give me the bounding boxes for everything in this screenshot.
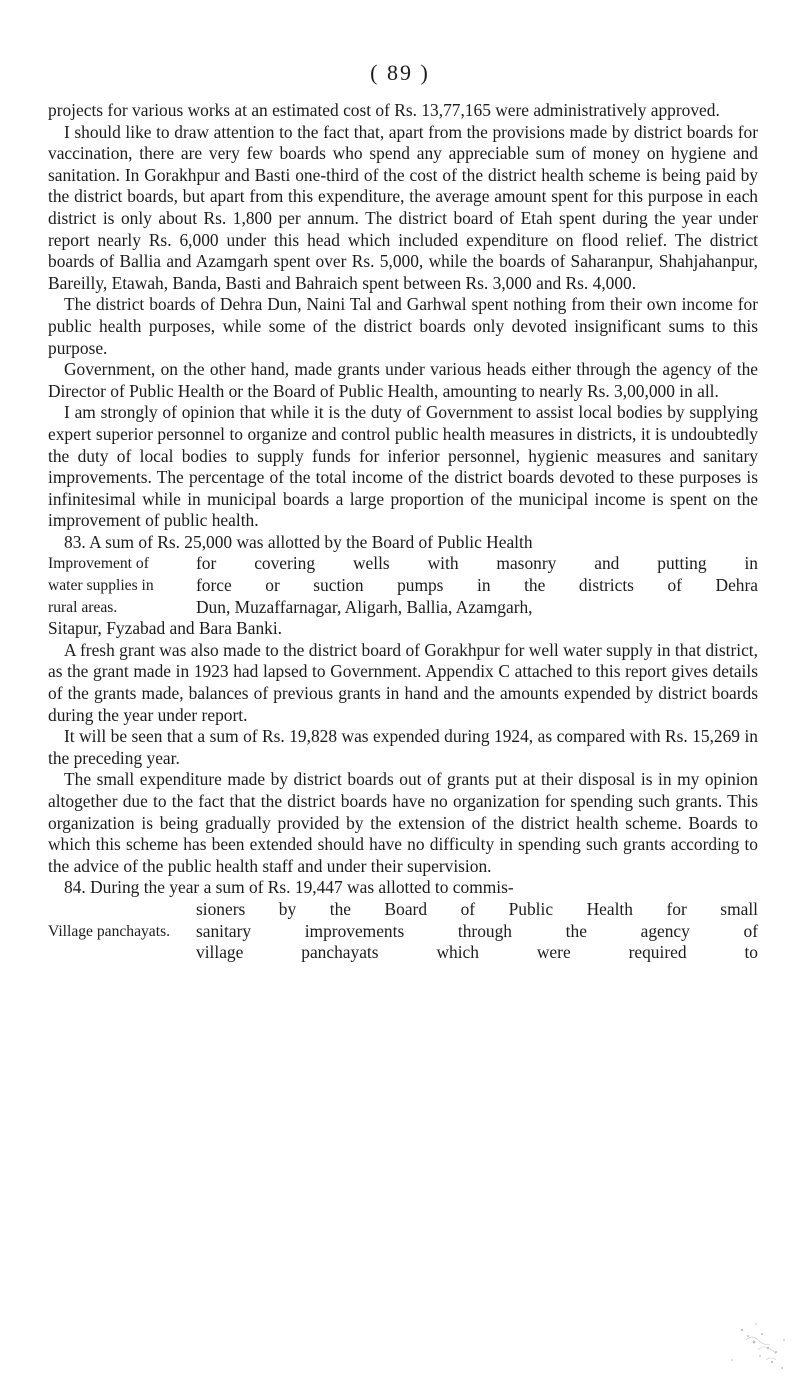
side-text-line: sioners by the Board of Public Health for small — [196, 898, 758, 919]
margin-heading-village-panchayats — [48, 899, 196, 964]
body-text — [48, 100, 758, 964]
paragraph-gorakhpur-grant: A fresh grant was also made to the district board of Gorakhpur for well water supply in that district, as the grant made in 1923 had lapsed to Government. Appendix C attached to this report gives details of the grants made, balances of previous grants in hand and the amounts expended by district boards during the year under report. — [48, 639, 758, 725]
page-number: ( 89 ) — [370, 60, 430, 85]
section-83-side-text — [196, 553, 758, 618]
side-text-line: Dun, Muzaffarnagar, Aligarh, Ballia, Azamgarh, — [196, 596, 533, 617]
margin-heading-line: Village panchayats. — [48, 922, 171, 940]
margin-heading-line: water supplies in — [48, 577, 154, 595]
side-text-line: for covering wells with masonry and putting in — [196, 553, 758, 574]
margin-heading-line: Improvement of — [48, 555, 149, 573]
section-83-tail: Sitapur, Fyzabad and Bara Banki. — [48, 618, 283, 639]
paragraph-opinion-duty: I am strongly of opinion that while it is the duty of Government to assist local bodies by supplying expert superior personnel to organize and control public health measures in districts, it is undoubtedly the duty of local bodies to supply funds for inferior personnel, hygienic measures and sanitary improvements. The percentage of the total income of the district boards devoted to these purposes is infinitesimal while in municipal boards a large proportion of the municipal income is spent on the improvement of public health. — [48, 402, 758, 531]
side-text-line: force or suction pumps in the districts of Dehra — [196, 575, 758, 596]
scan-noise-mark — [672, 1290, 792, 1380]
margin-heading-line: rural areas. — [48, 598, 118, 616]
paragraph-district-board-hygiene: I should like to draw attention to the fact that, apart from the provisions made by district boards for vaccination, there are very few boards who spend any appreciable sum of money on hygiene and sanitation. In Gorakhpur and Basti one-third of the cost of the district health scheme is being paid by the district boards, but apart from this expenditure, the average amount spent for this purpose in each district is only about Rs. 1,800 per annum. The district board of Etah spent during the year under report nearly Rs. 6,000 under this head which included expenditure on flood relief. The district boards of Ballia and Azamgarh spent over Rs. 5,000, while the boards of Saharanpur, Shahjahanpur, Bareilly, Etawah, Banda, Basti and Bahraich spent between Rs. 3,000 and Rs. 4,000. — [48, 121, 758, 293]
section-83 — [48, 532, 758, 878]
opening-paragraph: projects for various works at an estimated cost of Rs. 13,77,165 were administratively approved. — [48, 100, 720, 120]
section-83-lead: 83. A sum of Rs. 25,000 was allotted by the Board of Public Health — [64, 531, 533, 552]
side-text-line: sanitary improvements through the agency of — [196, 920, 758, 941]
section-84-body — [48, 899, 758, 964]
paragraph-expended-1924: It will be seen that a sum of Rs. 19,828 was expended during 1924, as compared with Rs. 15,269 in the preceding year. — [48, 726, 758, 768]
paragraph-government-grants: Government, on the other hand, made grants under various heads either through the agency of the Director of Public Health or the Board of Public Health, amounting to nearly Rs. 3,00,000 in all. — [48, 359, 758, 401]
margin-heading-water-supplies — [48, 553, 196, 618]
section-83-body — [48, 553, 758, 618]
paragraph-no-own-income: The district boards of Dehra Dun, Naini Tal and Garhwal spent nothing from their own income for public health purposes, while some of the district boards only devoted insignificant sums to this purpose. — [48, 294, 758, 358]
paragraph-small-expenditure: The small expenditure made by district boards out of grants put at their disposal is in my opinion altogether due to the fact that the district boards have no organization for spending such grants. This organization is being gradually provided by the extension of the district health scheme. Boards to which this scheme has been extended should have no difficulty in spending such grants according to the advice of the public health staff and under their supervision. — [48, 769, 758, 876]
section-84-side-text — [196, 899, 758, 964]
section-84-lead: 84. During the year a sum of Rs. 19,447 was allotted to commis- — [64, 877, 514, 898]
section-84 — [48, 877, 758, 963]
side-text-line: village panchayats which were required to — [196, 942, 758, 963]
